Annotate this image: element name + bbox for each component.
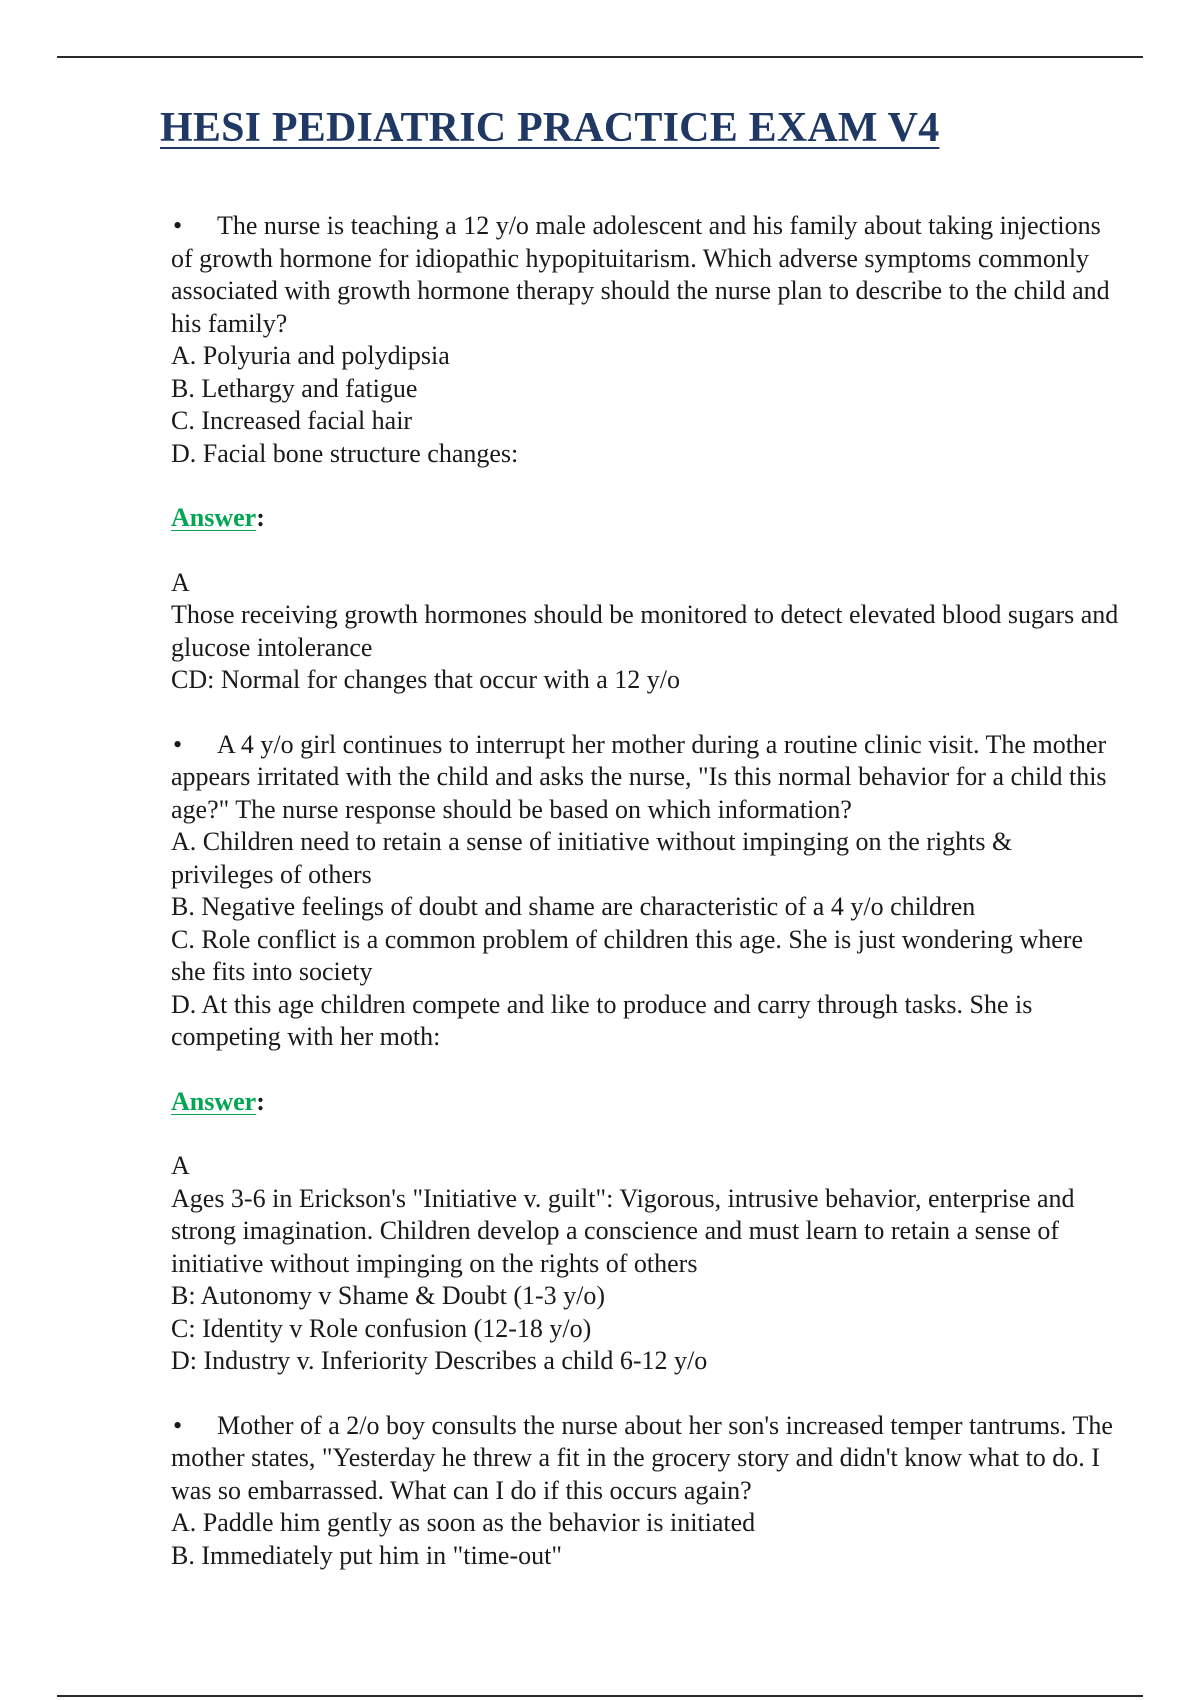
question-3-stem: Mother of a 2/o boy consults the nurse about her son's increased temper tantrums. The mother states, "Yesterday he threw a fit in the grocery story and didn't know what to do. I was so embarrassed. What can I do if this occurs again? [171,1410,1113,1505]
question-3 [171,1410,1121,1573]
question-1-option-d: D. Facial bone structure changes: [171,438,519,468]
answer-word: Answer [171,1086,257,1116]
question-3-option-b: B. Immediately put him in "time-out" [171,1540,562,1570]
answer-word: Answer [171,503,257,532]
answer-2-choice: A [171,1151,190,1180]
question-1-option-c: C. Increased facial hair [171,406,413,435]
question-2-option-b: B. Negative feelings of doubt and shame are characteristic of a 4 y/o children [171,892,976,921]
page-title: HESI PEDIATRIC PRACTICE EXAM V4 [160,105,940,151]
question-3-text [171,1410,1121,1508]
bottom-rule [57,1695,1143,1697]
question-3-option-a: A. Paddle him gently as soon as the behavior is initiated [171,1508,756,1537]
question-1-option-a: A. Polyuria and polydipsia [171,341,450,370]
question-2 [171,729,1121,1054]
answer-1 [171,567,1121,697]
question-2-option-c: C. Role conflict is a common problem of children this age. She is just wondering where she fits into society [171,924,1083,986]
question-2-option-a: A. Children need to retain a sense of initiative without impinging on the rights & privileges of others [171,827,1013,889]
answer-colon: : [256,503,265,532]
bullet-icon: • [173,729,183,759]
answer-colon: : [256,1086,265,1116]
top-rule [57,56,1143,58]
answer-label-1 [171,502,1121,535]
answer-1-note: CD: Normal for changes that occur with a 12 y/o [171,665,681,694]
answer-2-note-c: C: Identity v Role confusion (12-18 y/o) [171,1313,592,1343]
question-1-option-b: B. Lethargy and fatigue [171,373,418,403]
answer-1-rationale: Those receiving growth hormones should be monitored to detect elevated blood sugars and glucose intolerance [171,600,1119,662]
question-2-text [171,729,1121,827]
question-2-stem: A 4 y/o girl continues to interrupt her mother during a routine clinic visit. The mother appears irritated with the child and asks the nurse, "Is this normal behavior for a child this age?" The nurse response should be based on which information? [171,729,1107,824]
answer-2 [171,1150,1121,1378]
answer-label-2 [171,1086,1121,1119]
exam-content [171,210,1121,1604]
answer-2-note-d: D: Industry v. Inferiority Describes a child 6-12 y/o [171,1346,708,1375]
question-1 [171,210,1121,470]
bullet-icon: • [173,1410,183,1440]
question-1-stem: The nurse is teaching a 12 y/o male adolescent and his family about taking injections of growth hormone for idiopathic hypopituitarism. Which adverse symptoms commonly associated with growth hormone therapy should the nurse plan to describe to the child and his family? [171,211,1110,338]
answer-1-choice: A [171,567,190,597]
question-2-option-d: D. At this age children compete and like to produce and carry through tasks. She is competing with her moth: [171,989,1033,1051]
question-1-text [171,210,1121,340]
answer-2-note-b: B: Autonomy v Shame & Doubt (1-3 y/o) [171,1281,606,1310]
answer-2-rationale: Ages 3-6 in Erickson's "Initiative v. guilt": Vigorous, intrusive behavior, enterprise and strong imagination. Children develop a conscience and must learn to retain a sense of initiative without impinging on the rights of others [171,1183,1075,1278]
bullet-icon: • [173,211,183,240]
